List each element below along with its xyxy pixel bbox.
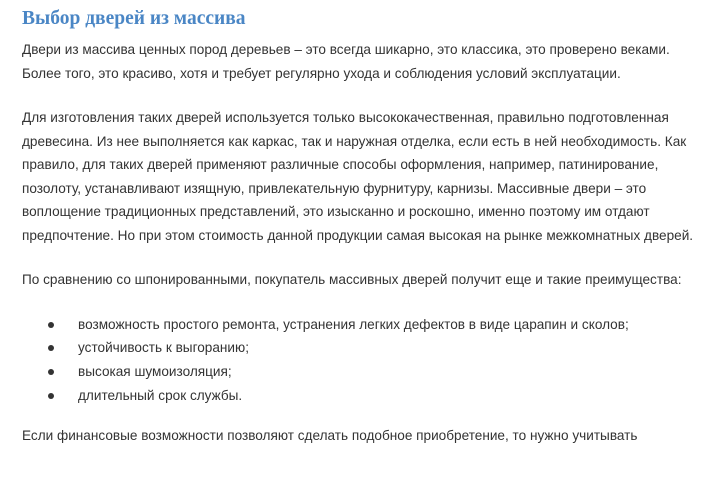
list-item (78, 360, 696, 384)
bullet-icon (48, 322, 54, 328)
list-item (78, 313, 696, 337)
list-item-text: устойчивость к выгоранию; (78, 340, 249, 356)
list-item-text: высокая шумоизоляция; (78, 363, 232, 379)
list-item (78, 384, 696, 408)
list-item-text: возможность простого ремонта, устранения легких дефектов в виде царапин и сколов; (78, 316, 629, 332)
article-title: Выбор дверей из массива (22, 8, 246, 29)
list-item-text: длительный срок службы. (78, 387, 243, 403)
list-item (78, 336, 696, 360)
bullet-icon (48, 369, 54, 375)
paragraph-advantages-intro: По сравнению со шпонированными, покупатель массивных дверей получит еще и такие преимущества: (22, 272, 682, 287)
bullet-icon (48, 393, 54, 399)
paragraph-intro: Двери из массива ценных пород деревьев – это всегда шикарно, это классика, это проверено веками. Более того, это красиво, хотя и требует регулярно ухода и соблюдения условий эксплуатации. (22, 42, 670, 81)
paragraph-manufacturing: Для изготовления таких дверей используется только высококачественная, правильно подготовленная древесина. Из нее выполняется как каркас, так и наружная отделка, если есть в ней необходимость. Как правило, для таких дверей применяют различные способы оформления, например, патинирование, позолоту, устанавливают изящную, привлекательную фурнитуру, карнизы. Массивные двери – это воплощение традиционных представлений, это изысканно и роскошно, именно поэтому им отдают предпочтение. Но при этом стоимость данной продукции самая высокая на рынке межкомнатных дверей. (22, 110, 694, 243)
paragraph-closing: Если финансовые возможности позволяют сделать подобное приобретение, то нужно учитывать (22, 428, 638, 444)
bullet-icon (48, 345, 54, 351)
advantages-list (22, 313, 696, 408)
